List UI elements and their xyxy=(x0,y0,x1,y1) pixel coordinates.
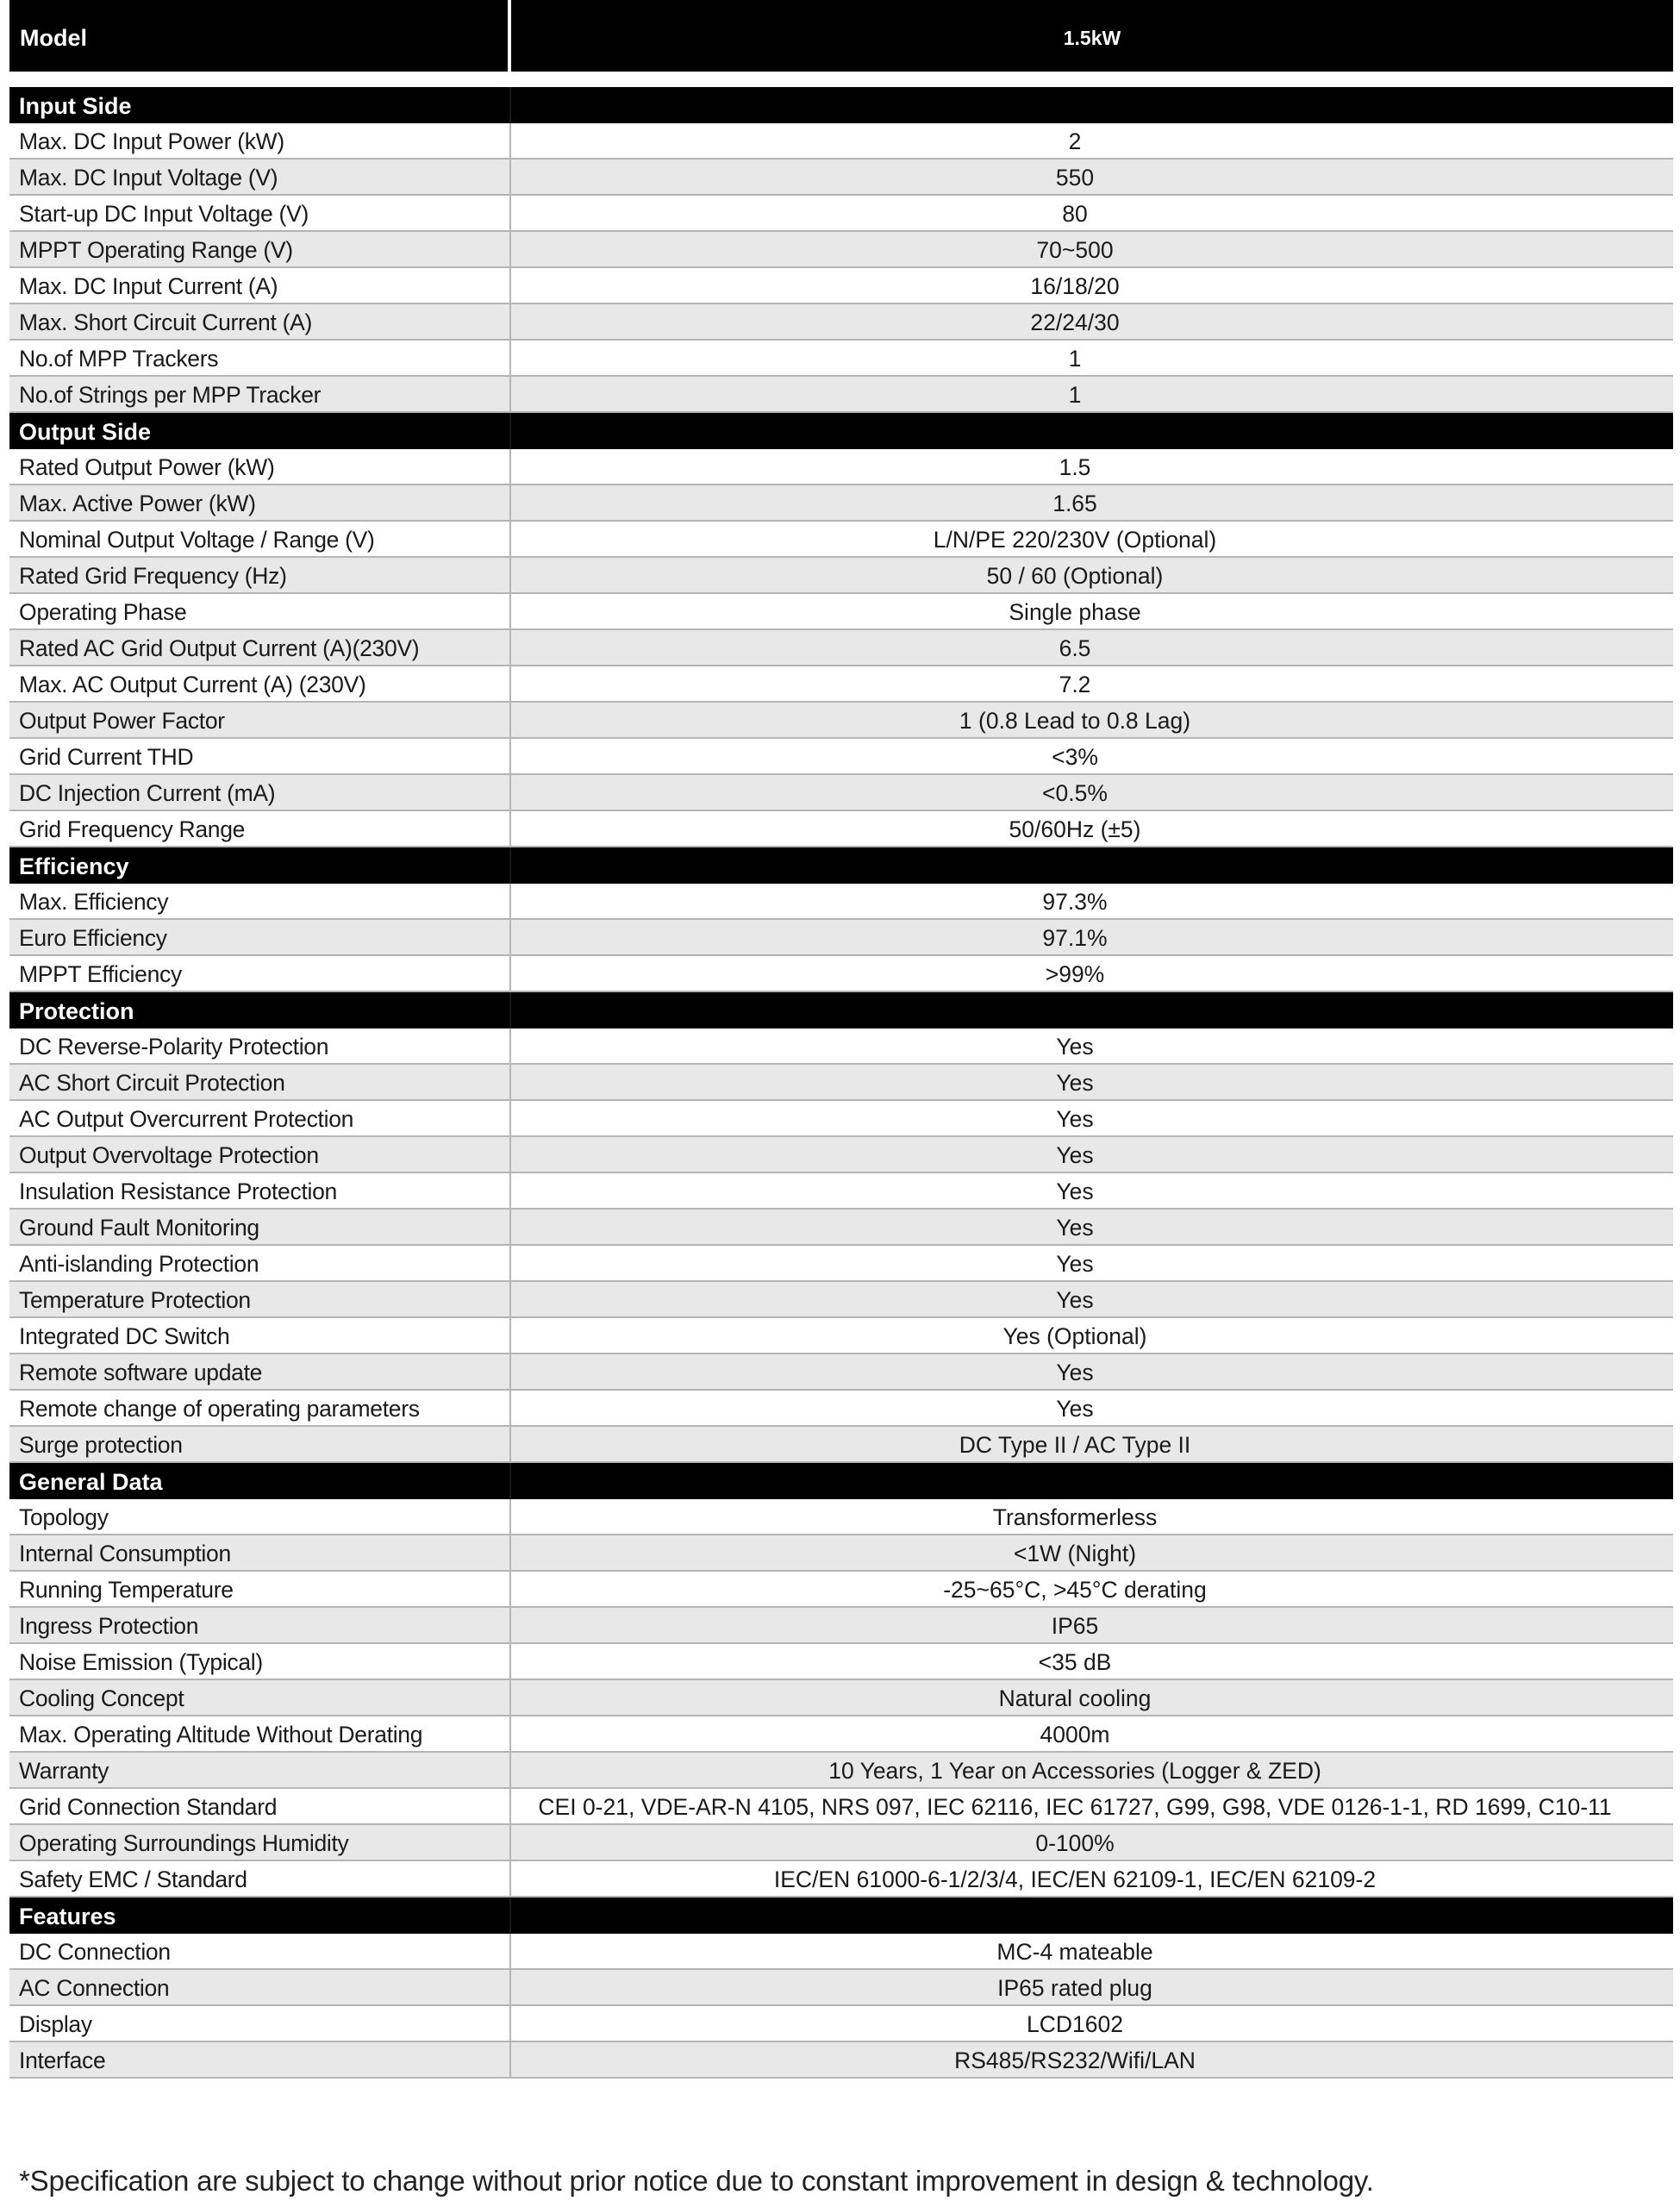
spec-value: Yes xyxy=(1056,1142,1094,1168)
spec-row xyxy=(9,2042,1673,2079)
model-label: Model xyxy=(9,0,511,72)
spec-label: Output Overvoltage Protection xyxy=(9,1137,511,1172)
spec-row xyxy=(9,1970,1673,2006)
model-value: 1.5kW xyxy=(1063,27,1121,49)
spec-label: Surge protection xyxy=(9,1427,511,1461)
spec-value: Yes xyxy=(1056,1215,1094,1241)
header-gap xyxy=(9,72,1673,87)
spec-value: 1 xyxy=(1068,382,1082,408)
spec-value: <3% xyxy=(1052,744,1098,770)
section-header-fill xyxy=(511,1898,1673,1934)
spec-row xyxy=(9,341,1673,377)
spec-label: Max. DC Input Power (kW) xyxy=(9,123,511,158)
spec-value: 0-100% xyxy=(1035,1830,1115,1856)
spec-value: Yes (Optional) xyxy=(1002,1323,1147,1349)
spec-row xyxy=(9,1572,1673,1608)
spec-row xyxy=(9,1173,1673,1210)
spec-value: 22/24/30 xyxy=(1030,309,1120,335)
spec-row xyxy=(9,920,1673,956)
section-header-efficiency xyxy=(9,847,1673,884)
spec-row xyxy=(9,304,1673,341)
spec-label: Noise Emission (Typical) xyxy=(9,1644,511,1679)
spec-value: Yes xyxy=(1056,1396,1094,1422)
spec-row xyxy=(9,123,1673,159)
spec-label: Operating Surroundings Humidity xyxy=(9,1825,511,1860)
section-header-fill xyxy=(511,1463,1673,1499)
spec-value: Transformerless xyxy=(992,1504,1158,1530)
spec-label: Euro Efficiency xyxy=(9,920,511,954)
spec-value: Yes xyxy=(1056,1360,1094,1385)
spec-row xyxy=(9,196,1673,232)
spec-row xyxy=(9,1210,1673,1246)
spec-row xyxy=(9,811,1673,847)
spec-label: Anti-islanding Protection xyxy=(9,1246,511,1280)
spec-row xyxy=(9,1065,1673,1101)
spec-value: 50 / 60 (Optional) xyxy=(986,563,1164,589)
spec-value: 6.5 xyxy=(1059,635,1091,661)
spec-label: DC Connection xyxy=(9,1934,511,1968)
spec-row xyxy=(9,1246,1673,1282)
spec-row xyxy=(9,1608,1673,1644)
spec-label: AC Connection xyxy=(9,1970,511,2004)
spec-row xyxy=(9,884,1673,920)
spec-label: Max. Active Power (kW) xyxy=(9,485,511,520)
spec-label: Max. DC Input Voltage (V) xyxy=(9,159,511,194)
spec-row xyxy=(9,666,1673,703)
spec-row xyxy=(9,268,1673,304)
spec-label: MPPT Efficiency xyxy=(9,956,511,991)
spec-value: 550 xyxy=(1055,165,1095,191)
spec-value: 97.1% xyxy=(1042,925,1108,951)
spec-label: Start-up DC Input Voltage (V) xyxy=(9,196,511,230)
spec-row xyxy=(9,703,1673,739)
section-title: Efficiency xyxy=(9,847,511,884)
spec-label: Max. AC Output Current (A) (230V) xyxy=(9,666,511,701)
spec-value: 16/18/20 xyxy=(1030,273,1120,299)
spec-label: Display xyxy=(9,2006,511,2041)
spec-label: Max. Operating Altitude Without Derating xyxy=(9,1716,511,1751)
spec-value: 2 xyxy=(1068,128,1082,154)
model-header-row xyxy=(9,0,1673,72)
spec-value: L/N/PE 220/230V (Optional) xyxy=(933,527,1217,553)
spec-label: Safety EMC / Standard xyxy=(9,1861,511,1896)
spec-row xyxy=(9,485,1673,522)
spec-row xyxy=(9,1716,1673,1753)
section-header-input-side xyxy=(9,87,1673,123)
section-header-features xyxy=(9,1898,1673,1934)
spec-value: 10 Years, 1 Year on Accessories (Logger & ZED) xyxy=(828,1758,1321,1784)
spec-row xyxy=(9,449,1673,485)
spec-row xyxy=(9,775,1673,811)
spec-label: MPPT Operating Range (V) xyxy=(9,232,511,266)
section-header-output-side xyxy=(9,413,1673,449)
spec-label: DC Injection Current (mA) xyxy=(9,775,511,810)
spec-row xyxy=(9,1499,1673,1535)
spec-value: DC Type II / AC Type II xyxy=(959,1432,1191,1458)
spec-sheet xyxy=(9,0,1673,2079)
spec-label: Interface xyxy=(9,2042,511,2077)
spec-value: IP65 rated plug xyxy=(997,1975,1152,2001)
spec-label: Temperature Protection xyxy=(9,1282,511,1316)
spec-value: CEI 0-21, VDE-AR-N 4105, NRS 097, IEC 62116, IEC 61727, G99, G98, VDE 0126-1-1, RD 1699, C10-11 xyxy=(538,1794,1612,1820)
spec-row xyxy=(9,1861,1673,1898)
spec-row xyxy=(9,630,1673,666)
spec-label: No.of Strings per MPP Tracker xyxy=(9,377,511,411)
spec-label: Internal Consumption xyxy=(9,1535,511,1570)
spec-value: Yes xyxy=(1056,1034,1094,1060)
spec-row xyxy=(9,522,1673,558)
spec-row xyxy=(9,1644,1673,1680)
spec-value: <1W (Night) xyxy=(1013,1541,1137,1566)
spec-value: 7.2 xyxy=(1059,672,1091,697)
spec-value: <0.5% xyxy=(1042,780,1108,806)
spec-value: >99% xyxy=(1045,961,1105,987)
spec-row xyxy=(9,1934,1673,1970)
spec-label: Rated AC Grid Output Current (A)(230V) xyxy=(9,630,511,665)
spec-row xyxy=(9,159,1673,196)
spec-label: Remote software update xyxy=(9,1354,511,1389)
spec-row xyxy=(9,1028,1673,1065)
spec-row xyxy=(9,594,1673,630)
spec-row xyxy=(9,1753,1673,1789)
spec-value: 1.65 xyxy=(1052,491,1097,516)
spec-label: Topology xyxy=(9,1499,511,1534)
spec-row xyxy=(9,1318,1673,1354)
section-title: Input Side xyxy=(9,87,511,123)
spec-value: Single phase xyxy=(1009,599,1141,625)
spec-row xyxy=(9,1391,1673,1427)
spec-label: Running Temperature xyxy=(9,1572,511,1606)
spec-row xyxy=(9,558,1673,594)
spec-value: MC-4 mateable xyxy=(996,1939,1153,1965)
spec-value: -25~65°C, >45°C derating xyxy=(943,1577,1207,1603)
spec-row xyxy=(9,2006,1673,2042)
section-header-fill xyxy=(511,847,1673,884)
spec-label: Remote change of operating parameters xyxy=(9,1391,511,1425)
spec-value: 1 xyxy=(1068,346,1082,372)
section-title: Protection xyxy=(9,992,511,1028)
spec-value: 4000m xyxy=(1040,1722,1110,1747)
spec-label: AC Output Overcurrent Protection xyxy=(9,1101,511,1135)
spec-row xyxy=(9,739,1673,775)
section-title: Features xyxy=(9,1898,511,1934)
spec-label: Insulation Resistance Protection xyxy=(9,1173,511,1208)
spec-label: Warranty xyxy=(9,1753,511,1787)
spec-value: 97.3% xyxy=(1042,889,1108,915)
spec-value: Yes xyxy=(1056,1287,1094,1313)
spec-value: 1.5 xyxy=(1059,454,1091,480)
spec-row xyxy=(9,1137,1673,1173)
spec-value: Yes xyxy=(1056,1251,1094,1277)
footnote: *Specification are subject to change without prior notice due to constant improvement in design & technology. xyxy=(19,2165,1374,2197)
spec-row xyxy=(9,232,1673,268)
spec-row xyxy=(9,1535,1673,1572)
spec-label: Ingress Protection xyxy=(9,1608,511,1642)
spec-value: Natural cooling xyxy=(998,1685,1152,1711)
spec-label: Grid Frequency Range xyxy=(9,811,511,846)
spec-value: 70~500 xyxy=(1036,237,1114,263)
section-header-general-data xyxy=(9,1463,1673,1499)
spec-label: Output Power Factor xyxy=(9,703,511,737)
spec-row xyxy=(9,1101,1673,1137)
spec-value: Yes xyxy=(1056,1070,1094,1096)
spec-label: Max. Short Circuit Current (A) xyxy=(9,304,511,339)
spec-label: AC Short Circuit Protection xyxy=(9,1065,511,1099)
section-header-fill xyxy=(511,87,1673,123)
spec-value: Yes xyxy=(1056,1106,1094,1132)
spec-label: Integrated DC Switch xyxy=(9,1318,511,1353)
spec-row xyxy=(9,1282,1673,1318)
spec-label: Grid Connection Standard xyxy=(9,1789,511,1823)
spec-row xyxy=(9,377,1673,413)
spec-label: Grid Current THD xyxy=(9,739,511,773)
spec-value: 1 (0.8 Lead to 0.8 Lag) xyxy=(959,708,1191,734)
spec-label: No.of MPP Trackers xyxy=(9,341,511,375)
section-header-fill xyxy=(511,992,1673,1028)
section-title: General Data xyxy=(9,1463,511,1499)
spec-label: DC Reverse-Polarity Protection xyxy=(9,1028,511,1063)
spec-label: Operating Phase xyxy=(9,594,511,628)
spec-value: 80 xyxy=(1062,201,1088,227)
spec-value: <35 dB xyxy=(1038,1649,1112,1675)
spec-row xyxy=(9,1789,1673,1825)
spec-value: IP65 xyxy=(1051,1613,1099,1639)
spec-sections xyxy=(9,87,1673,2079)
spec-value: RS485/RS232/Wifi/LAN xyxy=(954,2048,1196,2073)
spec-value: 50/60Hz (±5) xyxy=(1009,816,1141,842)
spec-value: Yes xyxy=(1056,1179,1094,1204)
spec-label: Rated Output Power (kW) xyxy=(9,449,511,484)
spec-label: Ground Fault Monitoring xyxy=(9,1210,511,1244)
section-title: Output Side xyxy=(9,413,511,449)
spec-label: Rated Grid Frequency (Hz) xyxy=(9,558,511,592)
section-header-fill xyxy=(511,413,1673,449)
spec-row xyxy=(9,1680,1673,1716)
spec-value: IEC/EN 61000-6-1/2/3/4, IEC/EN 62109-1, IEC/EN 62109-2 xyxy=(773,1866,1377,1892)
spec-value: LCD1602 xyxy=(1027,2011,1123,2037)
spec-label: Cooling Concept xyxy=(9,1680,511,1715)
spec-label: Max. DC Input Current (A) xyxy=(9,268,511,303)
spec-label: Nominal Output Voltage / Range (V) xyxy=(9,522,511,556)
section-header-protection xyxy=(9,992,1673,1028)
spec-row xyxy=(9,956,1673,992)
spec-row xyxy=(9,1825,1673,1861)
spec-label: Max. Efficiency xyxy=(9,884,511,918)
spec-row xyxy=(9,1354,1673,1391)
spec-row xyxy=(9,1427,1673,1463)
